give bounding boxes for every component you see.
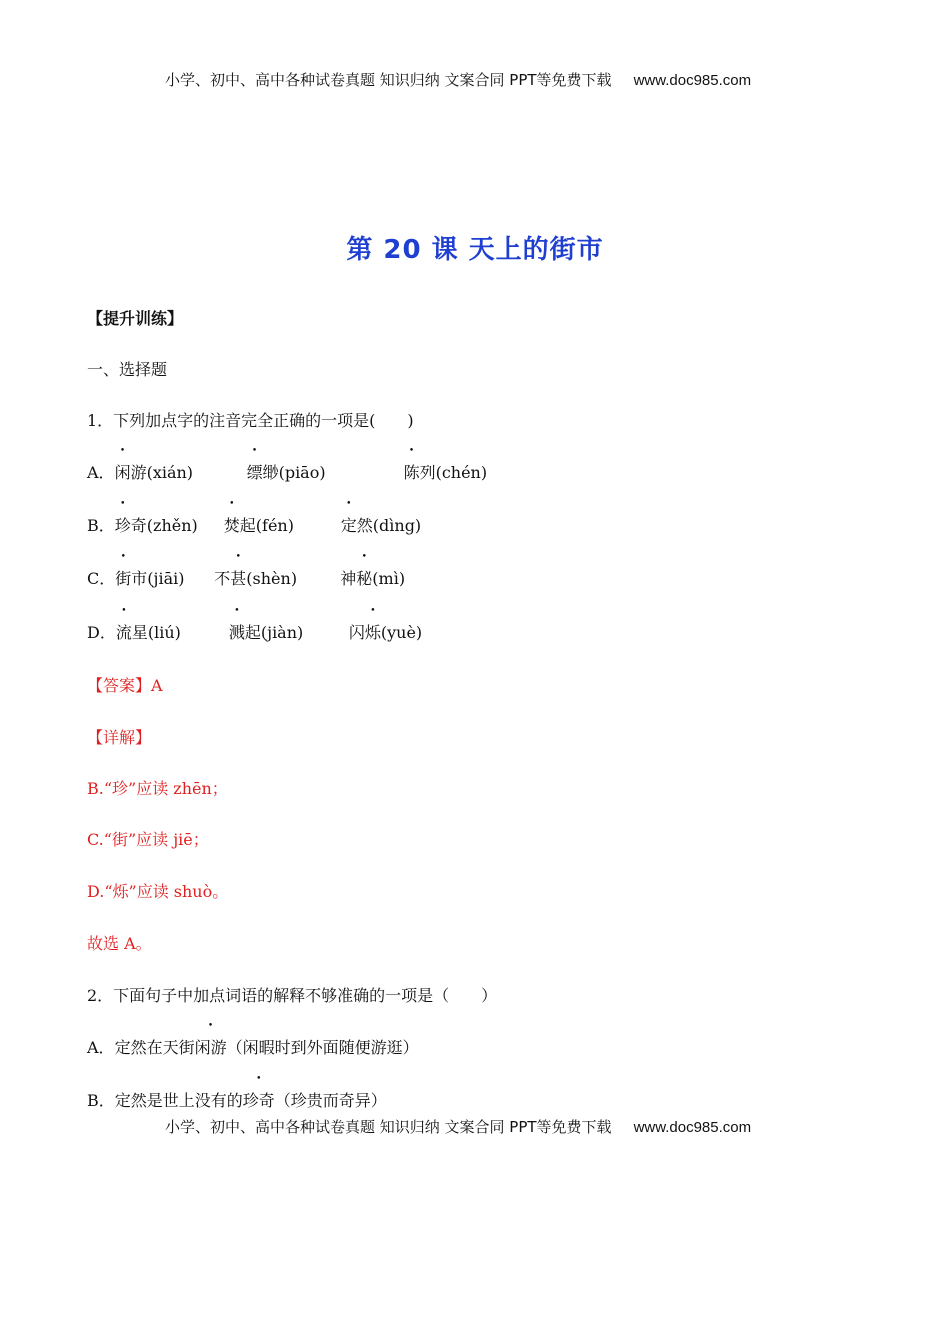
item-rest: 游(xián) <box>130 463 194 482</box>
q1-explain-conclusion: 故选 A。 <box>87 934 152 953</box>
dotted-word: 闲游 <box>194 1038 227 1057</box>
q2-option-a <box>87 1035 419 1058</box>
q1-option-a <box>87 460 487 483</box>
option-item <box>349 620 422 643</box>
option-item <box>115 566 214 589</box>
page-footer <box>165 1116 751 1137</box>
dotted-char: 缥 <box>246 463 263 482</box>
dotted-char: 街 <box>115 569 132 588</box>
item-rest: 星(liú) <box>131 623 181 642</box>
dotted-char: 焚 <box>223 516 240 535</box>
q1-option-c <box>87 566 405 589</box>
item-pre: 不 <box>214 569 231 588</box>
q1-explain-heading: 【详解】 <box>87 728 152 747</box>
q1-option-d <box>87 620 422 643</box>
option-label: B． <box>87 516 115 535</box>
option-gloss: （珍贵而奇异） <box>274 1091 387 1110</box>
item-rest: 然(dìng) <box>356 516 422 535</box>
option-item <box>224 513 341 536</box>
q1-explain-line: C.“街”应读 jiē； <box>87 830 209 849</box>
option-text: 定然在天街 <box>114 1038 195 1057</box>
option-item <box>229 620 349 643</box>
dotted-word: 珍奇 <box>242 1091 275 1110</box>
option-item <box>116 620 229 643</box>
item-rest: 市(jiāi) <box>131 569 185 588</box>
option-item <box>341 513 421 536</box>
item-rest: (shèn) <box>246 569 298 588</box>
part-heading: 一、选择题 <box>87 360 168 379</box>
dotted-char: 溅 <box>228 623 245 642</box>
option-label: D． <box>87 623 116 642</box>
item-rest: 列(chén) <box>419 463 488 482</box>
dotted-char: 珍 <box>114 516 131 535</box>
option-item <box>404 460 488 483</box>
section-heading: 【提升训练】 <box>87 309 184 328</box>
dotted-char: 秘 <box>356 569 373 588</box>
option-item <box>115 460 247 483</box>
dotted-char: 陈 <box>403 463 420 482</box>
item-rest: 起(fén) <box>239 516 294 535</box>
option-item <box>247 460 404 483</box>
header-site[interactable]: www.doc985.com <box>633 72 752 89</box>
q1-answer: 【答案】A <box>87 676 163 695</box>
option-text: 定然是世上没有的 <box>114 1091 243 1110</box>
page-title: 第 20 课 天上的街市 <box>346 235 604 265</box>
q1-option-b <box>87 513 421 536</box>
q1-explain-line: D.“烁”应读 shuò。 <box>87 882 229 901</box>
item-rest: (mì) <box>372 569 406 588</box>
question-1-stem: 1．下列加点字的注音完全正确的一项是( ) <box>87 411 414 430</box>
option-item <box>214 566 340 589</box>
footer-site[interactable]: www.doc985.com <box>633 1119 752 1136</box>
option-item <box>340 566 405 589</box>
item-pre: 神 <box>340 569 357 588</box>
option-gloss: （闲暇时到外面随便游逛） <box>226 1038 419 1057</box>
option-label: B． <box>87 1091 115 1110</box>
option-label: C． <box>87 569 116 588</box>
item-rest: 奇(zhěn) <box>130 516 198 535</box>
header-text: 小学、初中、高中各种试卷真题 知识归纳 文案合同 PPT等免费下载 <box>165 71 612 89</box>
option-label: A． <box>87 1038 115 1057</box>
q2-option-b <box>87 1088 387 1111</box>
page-header <box>165 69 751 90</box>
dotted-char: 烁 <box>364 623 381 642</box>
option-label: A． <box>87 463 115 482</box>
item-rest: (yuè) <box>380 623 423 642</box>
dotted-char: 流 <box>115 623 132 642</box>
dotted-char: 闲 <box>114 463 131 482</box>
item-pre: 闪 <box>348 623 365 642</box>
footer-text: 小学、初中、高中各种试卷真题 知识归纳 文案合同 PPT等免费下载 <box>165 1118 612 1136</box>
dotted-char: 甚 <box>230 569 247 588</box>
dotted-char: 定 <box>340 516 357 535</box>
q1-explain-line: B.“珍”应读 zhēn； <box>87 779 228 798</box>
option-item <box>115 513 224 536</box>
item-rest: 起(jiàn) <box>244 623 304 642</box>
item-rest: 缈(piāo) <box>262 463 326 482</box>
question-2-stem: 2．下面句子中加点词语的解释不够准确的一项是（ ） <box>87 986 498 1005</box>
